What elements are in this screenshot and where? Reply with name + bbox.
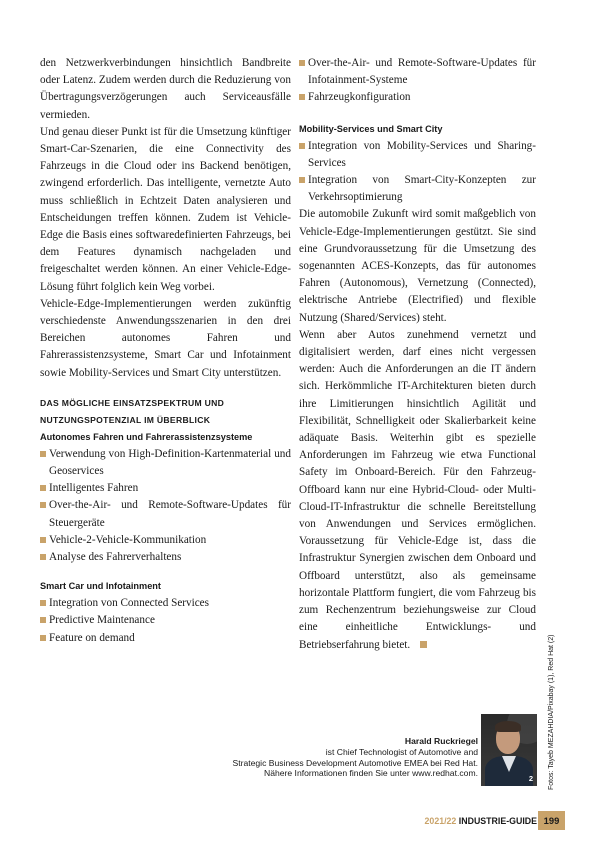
bullet-list-autonomous <box>40 446 291 566</box>
bullet-square-icon <box>40 554 46 560</box>
list-item: Intelligentes Fahren <box>40 480 291 497</box>
author-bio <box>232 736 478 779</box>
body-paragraph-text: Wenn aber Autos zunehmend vernetzt und digitalisiert werden, darf eines nicht vergessen werden: Auch die Anforderungen an die IT ändern sich. Herkömmliche IT-Architekturen bieten durch ihre Limitierungen hinsichtlich Agilität und Flexibilität, Schnelligkeit oder Skalierbarkeit keine adäquate Basis. Weiterhin gibt es spezielle Anforderungen im Fahrzeug wie etwa Functional Safety im Onboard-Bereich. Für den Fahrzeug-Offboard kann nur eine Hybrid-Cloud- oder Multi-Cloud-IT-Infrastruktur die schnelle Bereitstellung von Anwendungen und Services ermöglichen. Voraussetzung für Vehicle-Edge ist, dass die Infrastruktur Synergien zwischen dem Onboard und Offboard unterstützt, also als gemeinsame horizontale Plattform fungiert, die vom Fahrzeug bis zum Rechenzentrum beziehungsweise zur Cloud eine einheitliche Entwicklungs- und Betriebserfahrung bietet. <box>299 328 536 651</box>
bullet-square-icon <box>40 451 46 457</box>
list-item: Vehicle-2-Vehicle-Kommunikation <box>40 532 291 549</box>
photo-number: 2 <box>528 774 533 783</box>
list-item: Over-the-Air- und Remote-Software-Updates für Infotainment-Systeme <box>299 55 536 89</box>
bullet-square-icon <box>40 537 46 543</box>
subheading-smart-car: Smart Car und Infotainment <box>40 581 161 592</box>
bullet-square-icon <box>299 94 305 100</box>
bullet-square-icon <box>299 177 305 183</box>
footer-publication: INDUSTRIE-GUIDE <box>458 816 537 826</box>
list-item: Predictive Maintenance <box>40 612 291 629</box>
bullet-list-smart-car <box>40 595 291 647</box>
photo-credits: Fotos: Tayeb MEZAHDIA/Pixabay (1), Red Hat (2) <box>548 634 555 790</box>
body-paragraph: Vehicle-Edge-Implementierungen werden zukünftig verschiedenste Anwendungsszenarien in den drei Bereichen autonomes Fahren und Fahrerassistenzsysteme, Smart Car und Infotainment sowie Mobility-Services und Smart City unterstützen. <box>40 297 291 379</box>
bullet-square-icon <box>299 60 305 66</box>
right-column <box>299 55 536 654</box>
list-item: Analyse des Fahrerverhaltens <box>40 549 291 566</box>
author-bio-line: Strategic Business Development Automotive EMEA bei Red Hat. <box>232 757 478 768</box>
page-number: 199 <box>538 811 565 830</box>
footer-year: 2021/22 <box>424 816 457 826</box>
portrait-hair <box>495 721 521 732</box>
body-paragraph: Und genau dieser Punkt ist für die Umsetzung künftiger Smart-Car-Szenarien, die eine Connectivity des Fahrzeugs in die Cloud oder ins Backend benötigen, zwingend erforderlich. Das intelligente, vernetzte Auto muss schließlich in Echtzeit Daten analysieren und Entscheidungen treffen können. Zudem ist Vehicle-Edge die Basis eines softwaredefinierten Fahrzeugs, bei dem Features dynamisch nachgeladen und freigeschaltet werden können. An einer Vehicle-Edge-Lösung führt folglich kein Weg vorbei. <box>40 125 291 293</box>
bullet-square-icon <box>40 485 46 491</box>
bullet-square-icon <box>299 143 305 149</box>
list-item: Fahrzeugkonfiguration <box>299 89 536 106</box>
author-bio-line: Nähere Informationen finden Sie unter www.redhat.com. <box>263 768 478 779</box>
author-bio-line: ist Chief Technologist of Automotive and <box>325 746 478 757</box>
bullet-square-icon <box>40 600 46 606</box>
bullet-square-icon <box>40 502 46 508</box>
list-item: Verwendung von High-Definition-Kartenmaterial und Geoservices <box>40 446 291 480</box>
author-name: Harald Ruckriegel <box>404 736 478 746</box>
left-column <box>40 55 291 647</box>
body-paragraph: Die automobile Zukunft wird somit maßgeblich von Vehicle-Edge-Implementierungen gestützt. Sie sind eine Grundvoraussetzung für die Umsetzung des sogenannten ACES-Konzepts, das für autonomes Fahren (Autonomous), Vernetzung (Connected), elektrische Antriebe (Electrified) und flexible Nutzung (Shared/Services) steht. <box>299 208 536 324</box>
bullet-list-infotainment-continued <box>299 55 536 107</box>
bullet-square-icon <box>40 635 46 641</box>
section-heading: DAS MÖGLICHE EINSATZSPEKTRUM UND NUTZUNGSPOTENZIAL IM ÜBERBLICK <box>40 397 225 425</box>
page-footer <box>425 814 537 828</box>
bullet-square-icon <box>40 617 46 623</box>
author-photo <box>481 714 537 786</box>
list-item: Over-the-Air- und Remote-Software-Updates für Steuergeräte <box>40 497 291 531</box>
list-item: Integration von Smart-City-Konzepten zur Verkehrsoptimierung <box>299 172 536 206</box>
list-item: Integration von Connected Services <box>40 595 291 612</box>
list-item: Integration von Mobility-Services und Sharing-Services <box>299 138 536 172</box>
subheading-mobility: Mobility-Services und Smart City <box>299 123 443 134</box>
body-paragraph <box>299 327 536 654</box>
end-of-article-square-icon <box>420 641 427 648</box>
bullet-list-mobility <box>299 138 536 207</box>
list-item: Feature on demand <box>40 630 291 647</box>
body-paragraph: den Netzwerkverbindungen hinsichtlich Bandbreite oder Latenz. Zudem werden durch die Reduzierung von Übertragungsverzögerungen auch Serviceausfälle vermieden. <box>40 57 291 121</box>
subheading-autonomous-driving: Autonomes Fahren und Fahrerassistenzsysteme <box>40 431 253 442</box>
